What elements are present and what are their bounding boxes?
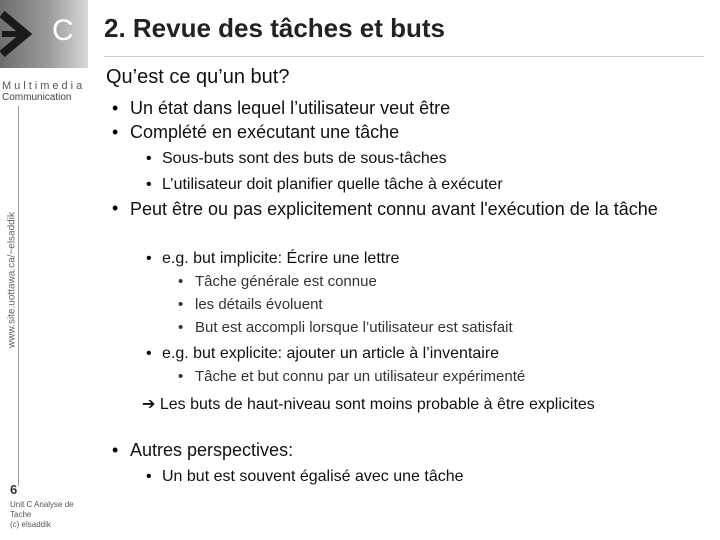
slide-title: 2. Revue des tâches et buts	[104, 13, 446, 43]
bullet-marker: •	[178, 368, 184, 385]
page-number: 6	[10, 482, 18, 497]
bullet-marker: •	[146, 250, 152, 267]
logo-letter: C	[52, 14, 74, 47]
bullet-marker: •	[146, 468, 152, 485]
conclusion-text: Les buts de haut-niveau sont moins probable à être explicites	[159, 396, 595, 413]
logo-text-communication: Communication	[2, 92, 72, 103]
bullet-3-sub-1-item: But est accompli lorsque l’utilisateur est satisfait	[195, 319, 513, 336]
sidebar-divider	[18, 106, 19, 486]
bullet-marker: •	[112, 98, 119, 118]
logo	[0, 0, 88, 68]
bullet-3-sub-2-item: Tâche et but connu par un utilisateur expérimenté	[195, 368, 526, 385]
title-divider	[104, 56, 704, 57]
bullet-2: Complété en exécutant une tâche	[130, 122, 400, 142]
logo-mark-icon	[0, 4, 46, 64]
bullet-1: Un état dans lequel l’utilisateur veut être	[130, 98, 451, 118]
footer-info	[10, 500, 90, 530]
bullet-3-sub-1-item: Tâche générale est connue	[195, 273, 377, 290]
bullet-marker: •	[178, 273, 184, 290]
vertical-url: www.site.uottawa.ca/~elsaddik	[6, 212, 18, 348]
logo-text-multimedia: Multimedia	[2, 80, 86, 92]
arrow-right-icon: ➔	[142, 396, 156, 413]
bullet-marker: •	[146, 176, 152, 193]
footer-course: Unit C Analyse de Tache	[10, 500, 74, 519]
bullet-2-sub-1: Sous-buts sont des buts de sous-tâches	[162, 150, 447, 167]
bullet-marker: •	[146, 345, 152, 362]
bullet-marker: •	[112, 122, 119, 142]
bullet-marker: •	[146, 150, 152, 167]
footer-copyright: (c) elsaddik	[10, 520, 51, 529]
bullet-4-sub-1: Un but est souvent égalisé avec une tâche	[162, 468, 464, 485]
bullet-3-sub-2: e.g. but explicite: ajouter un article à l’inventaire	[162, 345, 500, 362]
bullet-3-sub-1-item: les détails évoluent	[195, 296, 323, 313]
bullet-2-sub-2: L’utilisateur doit planifier quelle tâche à exécuter	[162, 176, 503, 193]
bullet-4: Autres perspectives:	[130, 440, 294, 460]
bullet-3: Peut être ou pas explicitement connu avant l'exécution de la tâche	[130, 199, 658, 219]
bullet-3-sub-1: e.g. but implicite: Écrire une lettre	[162, 250, 400, 267]
slide-subtitle: Qu’est ce qu’un but?	[106, 66, 290, 88]
bullet-marker: •	[178, 296, 184, 313]
bullet-marker: •	[112, 440, 119, 460]
bullet-marker: •	[178, 319, 184, 336]
conclusion-line	[142, 394, 595, 414]
bullet-marker: •	[112, 198, 119, 218]
